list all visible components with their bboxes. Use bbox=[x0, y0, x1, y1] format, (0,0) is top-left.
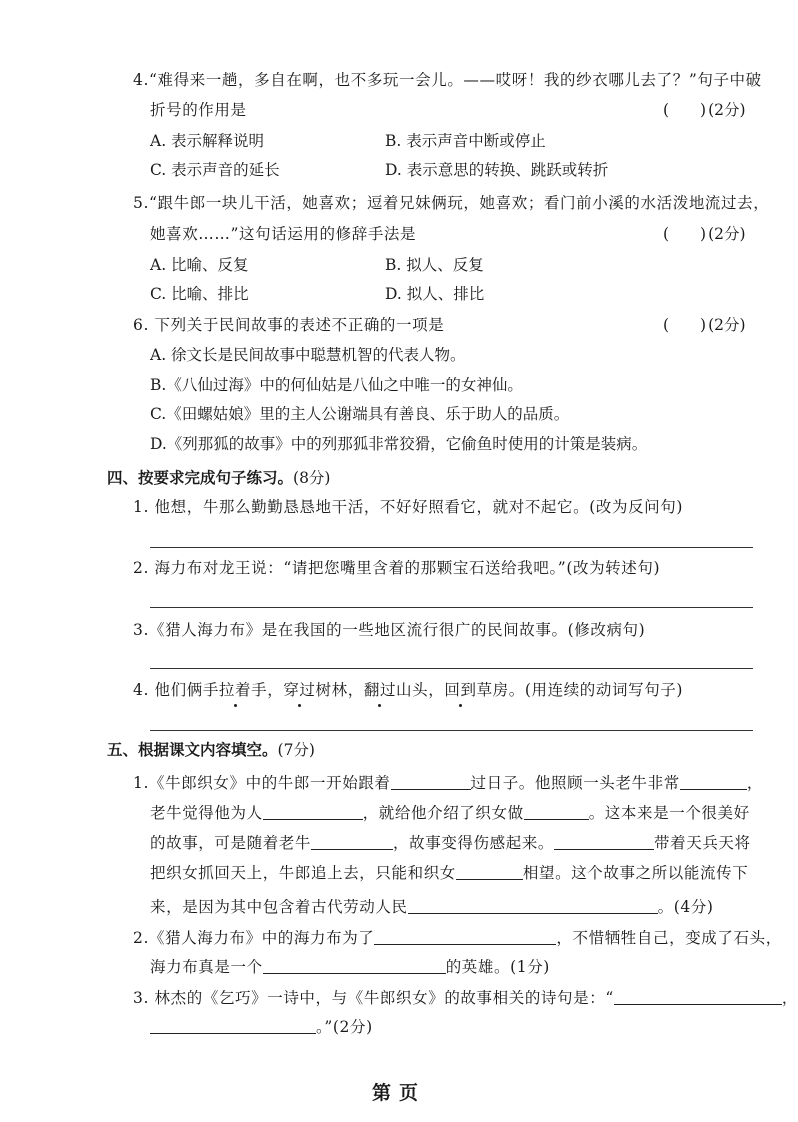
fill-blank[interactable] bbox=[311, 833, 393, 850]
text: 3. 林杰的《乞巧》一诗中，与《牛郎织女》的故事相关的诗句是：“ bbox=[133, 989, 614, 1007]
emphasized-verb: 翻过 bbox=[363, 681, 397, 699]
section-title: 四、按要求完成句子练习。 bbox=[107, 468, 294, 487]
text: 相望。这个故事之所以能流传下 bbox=[522, 864, 749, 882]
text: ，就给他介绍了织女做 bbox=[362, 804, 524, 822]
s5-q1-line3 bbox=[150, 833, 751, 853]
q4-answer-paren bbox=[663, 100, 746, 120]
q4-option-b: B. 表示声音中断或停止 bbox=[385, 132, 546, 150]
text: 过日子。他照顾一头老牛非常 bbox=[470, 774, 680, 792]
text: ，不惜牺牲自己，变成了石头， bbox=[556, 929, 782, 947]
text: 2.《猎人海力布》中的海力布为了 bbox=[133, 929, 375, 947]
section4-heading bbox=[107, 468, 330, 488]
emphasized-verb: 穿过 bbox=[283, 681, 316, 699]
q6-option-c: C.《田螺姑娘》里的主人公谢端具有善良、乐于助人的品质。 bbox=[150, 405, 570, 423]
q5-option-a: A. 比喻、反复 bbox=[150, 256, 249, 274]
q4-option-a: A. 表示解释说明 bbox=[150, 132, 265, 150]
s5-q1-line5 bbox=[150, 897, 714, 917]
fill-blank[interactable] bbox=[263, 957, 446, 974]
fill-blank[interactable] bbox=[408, 897, 658, 914]
section4-item-1: 1. 他想，牛那么勤勤恳恳地干活，不好好照看它，就对不起它。(改为反问句) bbox=[133, 498, 684, 516]
score: (2分) bbox=[708, 316, 746, 334]
s5-q3-line2 bbox=[150, 1017, 373, 1037]
text: 草房。(用连续的动词写句子) bbox=[476, 681, 684, 699]
s5-q3-line1 bbox=[133, 988, 798, 1008]
text: 的故事，可是随着老牛 bbox=[150, 834, 312, 852]
text: 来，是因为其中包含着古代劳动人民 bbox=[150, 898, 408, 916]
text: 。(4分) bbox=[657, 898, 714, 916]
section5-heading bbox=[107, 740, 315, 760]
text: 手， bbox=[251, 681, 284, 699]
fill-blank[interactable] bbox=[680, 773, 747, 790]
section4-item-4 bbox=[133, 680, 683, 700]
text: ， bbox=[781, 989, 798, 1007]
q5-stem-line1: 5.“跟牛郎一块儿干活，她喜欢；逗着兄妹俩玩，她喜欢；看门前小溪的水活泼地流过去， bbox=[133, 194, 770, 212]
answer-blank[interactable]: ( ) bbox=[663, 101, 707, 119]
section4-item-2: 2. 海力布对龙王说：“请把您嘴里含着的那颗宝石送给我吧。”(改为转述句) bbox=[133, 559, 661, 577]
section-title: 五、根据课文内容填空。 bbox=[107, 740, 278, 759]
fill-blank[interactable] bbox=[391, 773, 471, 790]
answer-line-2[interactable] bbox=[150, 607, 753, 608]
emphasized-verb: 回到 bbox=[444, 681, 477, 699]
text: ，故事变得伤感起来。 bbox=[393, 834, 555, 852]
q5-option-c: C. 比喻、排比 bbox=[150, 285, 249, 303]
text: ， bbox=[746, 774, 763, 792]
s5-q1-line2 bbox=[150, 803, 750, 823]
q5-option-b: B. 拟人、反复 bbox=[385, 256, 484, 274]
text: 4. 他们俩手 bbox=[133, 681, 219, 699]
text: 的英雄。(1分) bbox=[445, 958, 550, 976]
fill-blank[interactable] bbox=[554, 833, 654, 850]
answer-line-4[interactable] bbox=[150, 730, 753, 731]
score: (2分) bbox=[708, 225, 746, 243]
q4-stem-line1: 4.“难得来一趟，多自在啊，也不多玩一会儿。——哎呀！我的纱衣哪儿去了？”句子中破 bbox=[133, 71, 762, 89]
answer-blank[interactable]: ( ) bbox=[663, 316, 707, 334]
fill-blank[interactable] bbox=[150, 1017, 316, 1034]
q6-answer-paren bbox=[663, 315, 746, 335]
text: 带着天兵天将 bbox=[654, 834, 751, 852]
q6-option-d: D.《列那狐的故事》中的列那狐非常狡猾，它偷鱼时使用的计策是装病。 bbox=[150, 435, 648, 453]
q5-option-d: D. 拟人、排比 bbox=[385, 285, 485, 303]
q4-option-c: C. 表示声音的延长 bbox=[150, 161, 280, 179]
q6-option-b: B.《八仙过海》中的何仙姑是八仙之中唯一的女神仙。 bbox=[150, 376, 523, 394]
q4-option-d: D. 表示意思的转换、跳跃或转折 bbox=[385, 161, 609, 179]
q5-answer-paren bbox=[663, 224, 746, 244]
q4-stem-line2: 折号的作用是 bbox=[150, 101, 247, 119]
q6-stem: 6. 下列关于民间故事的表述不正确的一项是 bbox=[133, 316, 445, 334]
text: 老牛觉得他为人 bbox=[150, 804, 263, 822]
text: 1.《牛郎织女》中的牛郎一开始跟着 bbox=[133, 774, 391, 792]
q6-option-a: A. 徐文长是民间故事中聪慧机智的代表人物。 bbox=[150, 346, 466, 364]
page-number-label: 第页 bbox=[372, 1082, 427, 1104]
text: 。这本来是一个很美好 bbox=[588, 804, 750, 822]
answer-blank[interactable]: ( ) bbox=[663, 225, 707, 243]
fill-blank[interactable] bbox=[614, 988, 782, 1005]
text: 树林， bbox=[315, 681, 364, 699]
section-points: (8分) bbox=[293, 469, 331, 487]
fill-blank[interactable] bbox=[374, 928, 556, 945]
s5-q2-line1 bbox=[133, 928, 782, 948]
emphasized-verb: 拉着 bbox=[218, 681, 252, 699]
answer-line-1[interactable] bbox=[150, 547, 753, 548]
fill-blank[interactable] bbox=[263, 803, 363, 820]
text: 海力布真是一个 bbox=[150, 958, 263, 976]
q5-stem-line2: 她喜欢……”这句话运用的修辞手法是 bbox=[150, 225, 417, 243]
section-points: (7分) bbox=[277, 741, 315, 759]
text: 。”(2分) bbox=[316, 1018, 373, 1036]
s5-q1-line1 bbox=[133, 773, 763, 793]
fill-blank[interactable] bbox=[524, 803, 589, 820]
score: (2分) bbox=[708, 101, 746, 119]
s5-q2-line2 bbox=[150, 957, 550, 977]
fill-blank[interactable] bbox=[456, 863, 523, 880]
answer-line-3[interactable] bbox=[150, 668, 753, 669]
s5-q1-line4 bbox=[150, 863, 748, 883]
text: 山头， bbox=[396, 681, 445, 699]
text: 把织女抓回天上，牛郎追上去，只能和织女 bbox=[150, 864, 456, 882]
section4-item-3: 3.《猎人海力布》是在我国的一些地区流行很广的民间故事。(修改病句) bbox=[133, 621, 646, 639]
